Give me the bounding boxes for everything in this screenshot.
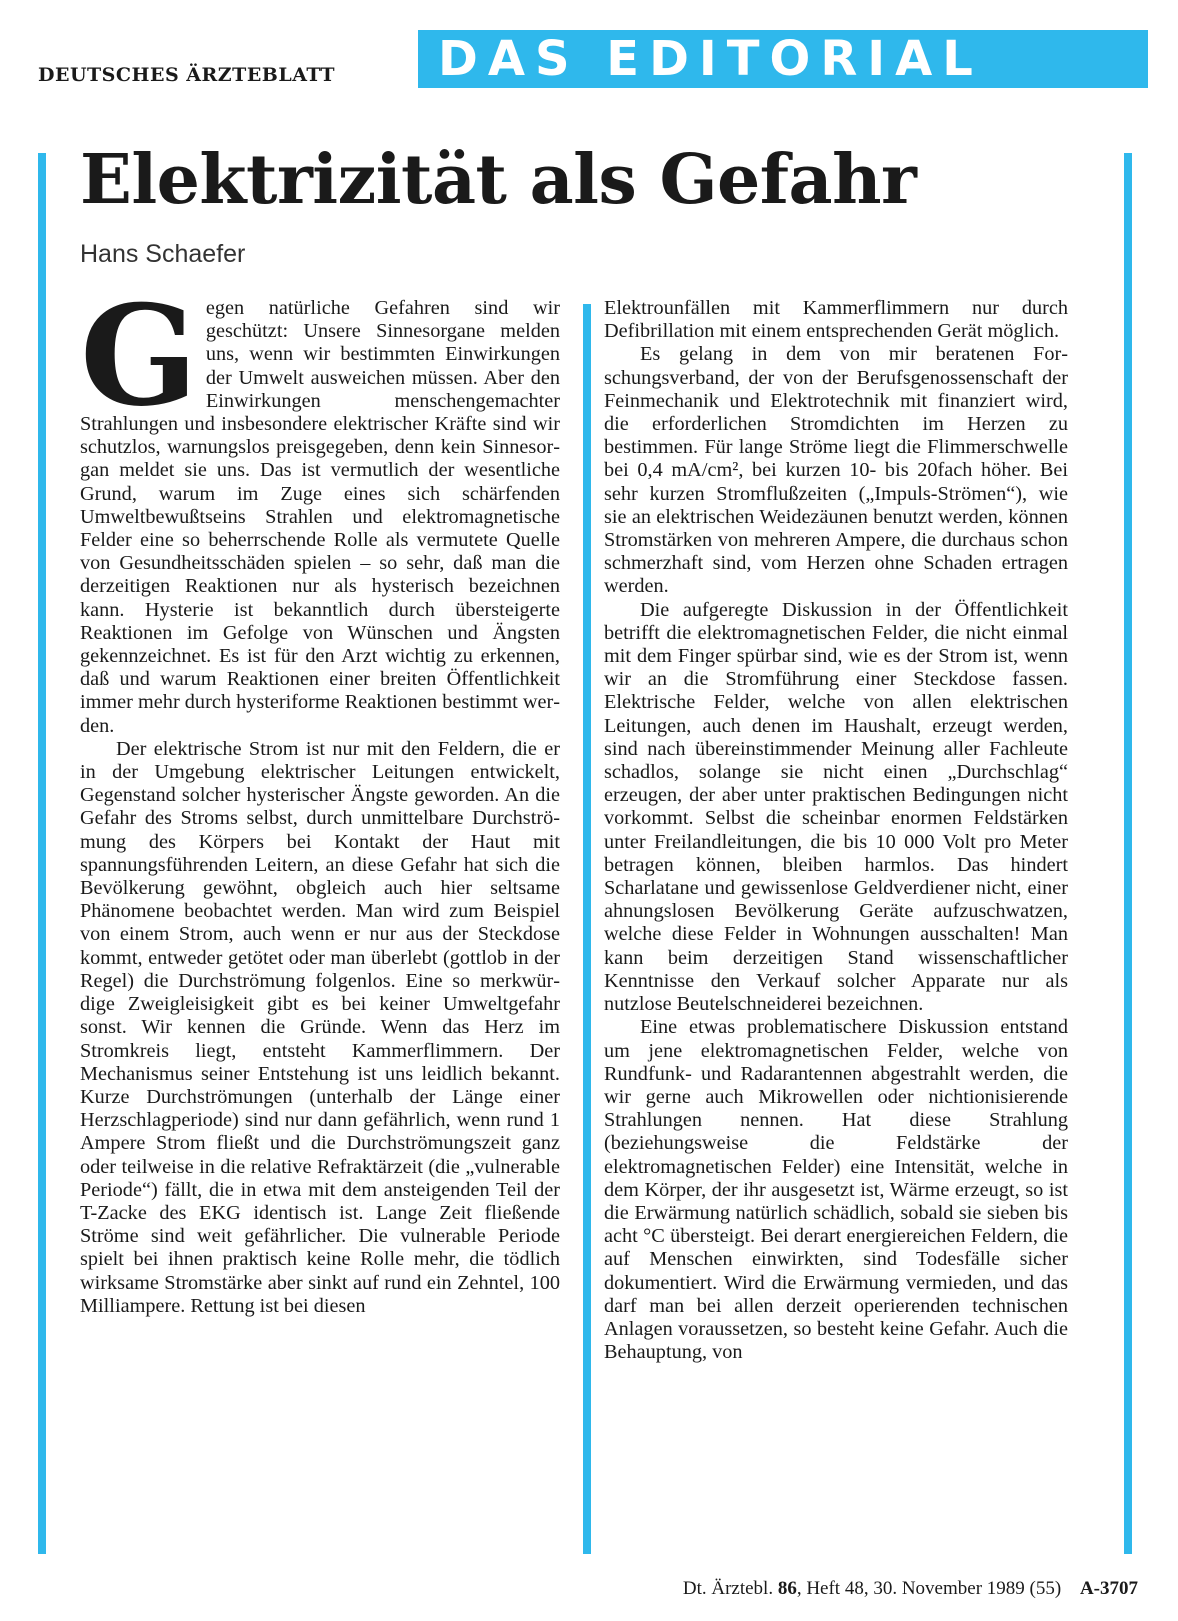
paragraph: Elektrounfällen mit Kammerflimmern nur durch Defibrillation mit einem entsprechenden Gerät möglich. bbox=[604, 297, 1068, 343]
paragraph: Die aufgeregte Diskussion in der Öffentlichkeit betrifft die elektromagnetischen Felder, die nicht einmal mit dem Finger spürbar sind, wie es der Strom ist, wenn wir an die Stromführung einer Steckdose fassen. Elektrische Felder, welche von allen elektrischen Leitungen, auch denen im Haushalt, erzeugt werden, sind nach übereinstimmender Meinung aller Fachleute schadlos, solange sie nicht einen „Durchschlag“ erzeugen, der aber unter praktischen Bedingungen nicht vorkommt. Selbst die scheinbar enormen Feldstärken unter Freilandleitungen, die bis 10 000 Volt pro Meter betragen können, bleiben harmlos. Das hindert Scharlatane und gewissenlose Geldverdiener nicht, einer ahnungslosen Bevölkerung Geräte aufzuschwatzen, welche diese Felder in Wohnungen ausschalten! Man kann beim derzeitigen Stand wissenschaftlicher Kenntnisse den Verkauf solcher Apparate nur als nutzlose Beutelschneiderei bezeichnen. bbox=[604, 598, 1068, 1016]
paragraph: Eine etwas problematischere Diskussion entstand um jene elektromagnetischen Felder, welche von Rundfunk- und Radarantennen abgestrahlt werden, die wir gerne auch Mikrowellen oder nichtionisierende Strahlungen nennen. Hat diese Strahlung (beziehungsweise die Feldstärke der elektromagnetischen Felder) eine Intensität, welche in dem Körper, der ihr ausgesetzt ist, Wärme erzeugt, so ist die Erwärmung natürlich schädlich, sobald sie sieben bis acht °C übersteigt. Bei derart energiereichen Feldern, die auf Menschen einwirkten, sind Todesfälle sicher dokumentiert. Wird die Erwärmung vermieden, und das darf man bei allen derzeit operierenden technischen Anlagen voraussetzen, so besteht keine Gefahr. Auch die Behauptung, von bbox=[604, 1016, 1068, 1364]
article-title: Elektrizität als Gefahr bbox=[80, 140, 917, 220]
page-number: A-3707 bbox=[1079, 1578, 1138, 1599]
paragraph-text: egen natürliche Gefahren sind wir geschützt: Unsere Sinnesorgane melden uns, wenn wir bestimmten Einwirkungen der Umwelt ausweichen müssen. Aber den Einwirkungen menschengemachter Strahlungen und insbesondere elektrischer Kräfte sind wir schutzlos, warnungslos preisgegeben, denn kein Sinnesorgan meldet sie uns. Das ist vermutlich der wesentliche Grund, warum im Zuge eines sich schärfenden Umweltbewußtseins Strahlen und elektromagnetische Felder eine so beherrschende Rolle als vermutete Quelle von Gesundheitsschäden spielen – so sehr, daß man die derzeitigen Reaktionen nur als hysterisch bezeichnen kann. Hysterie ist bekanntlich durch übersteigerte Reaktionen im Gefolge von Wünschen und Ängsten gekennzeichnet. Es ist für den Arzt wichtig zu erkennen, daß und warum Reaktionen einer breiten Öffentlichkeit immer mehr durch hysteriforme Reaktionen bestimmt werden. bbox=[80, 297, 560, 737]
left-accent-rule bbox=[38, 153, 46, 1554]
paragraph bbox=[80, 274, 560, 738]
masthead: DEUTSCHES ÄRZTEBLATT bbox=[38, 64, 336, 86]
paragraph: Es gelang in dem von mir beratenen Forschungsverband, der von der Berufsgenossenschaft der Feinmechanik und Elektrotechnik mit finanziert wird, die erforderlichen Stromdichten im Herzen zu bestimmen. Für lange Ströme liegt die Flimmerschwelle bei 0,4 mA/cm², bei kurzen 10- bis 20fach höher. Bei sehr kurzen Stromflußzeiten („Impuls-Strömen“), wie sie an elektrischen Weidezäunen benutzt werden, können Stromstärken von mehreren Ampere, die durchaus schon schmerzhaft sind, vom Herzen ohne Schaden ertragen werden. bbox=[604, 343, 1068, 598]
page-footer bbox=[683, 1578, 1138, 1600]
article-author: Hans Schaefer bbox=[80, 240, 246, 268]
drop-cap: G bbox=[80, 274, 198, 437]
issue-info: , Heft 48, 30. November 1989 (55) bbox=[796, 1578, 1062, 1599]
journal-name: Dt. Ärztebl. bbox=[682, 1578, 774, 1599]
column-divider bbox=[583, 304, 591, 1554]
right-column bbox=[604, 297, 1068, 1364]
section-banner: DAS EDITORIAL bbox=[418, 30, 1148, 88]
paragraph: Der elektrische Strom ist nur mit den Feldern, die er in der Umgebung elektrischer Leitungen entwickelt, Gegenstand solcher hysterischer Ängste geworden. An die Gefahr des Stroms selbst, durch unmittelbare Durchströmung des Körpers bei Kontakt der Haut mit spannungsführenden Leitern, an diese Gefahr hat sich die Bevölkerung gewöhnt, obgleich auch hier seltsame Phänomene beobachtet werden. Man wird zum Beispiel von einem Strom, auch wenn er nur aus der Steckdose kommt, entweder getötet oder man überlebt (gottlob in der Regel) die Durchströmung folgenlos. Eine so merkwürdige Zweigleisigkeit gibt es bei keiner Umweltgefahr sonst. Wir kennen die Gründe. Wenn das Herz im Stromkreis liegt, entsteht Kammerflimmern. Der Mechanismus seiner Entstehung ist uns leidlich bekannt. Kurze Durchströmungen (unterhalb der Länge einer Herzschlagperiode) sind nur dann gefährlich, wenn rund 1 Ampere Strom fließt und die Durchströmungszeit ganz oder teilweise in die relative Refraktärzeit (die „vulnerable Periode“) fällt, die in etwa mit dem ansteigenden Teil der T-Zacke des EKG identisch ist. Lange Zeit fließende Ströme sind weit gefährlicher. Die vulnerable Periode spielt bei ihnen praktisch keine Rolle mehr, die tödlich wirksame Stromstärke aber sinkt auf rund ein Zehntel, 100 Milliampere. Rettung ist bei diesen bbox=[80, 737, 560, 1317]
right-accent-rule bbox=[1124, 153, 1132, 1554]
volume-number: 86 bbox=[777, 1578, 797, 1599]
left-column bbox=[80, 274, 560, 1318]
